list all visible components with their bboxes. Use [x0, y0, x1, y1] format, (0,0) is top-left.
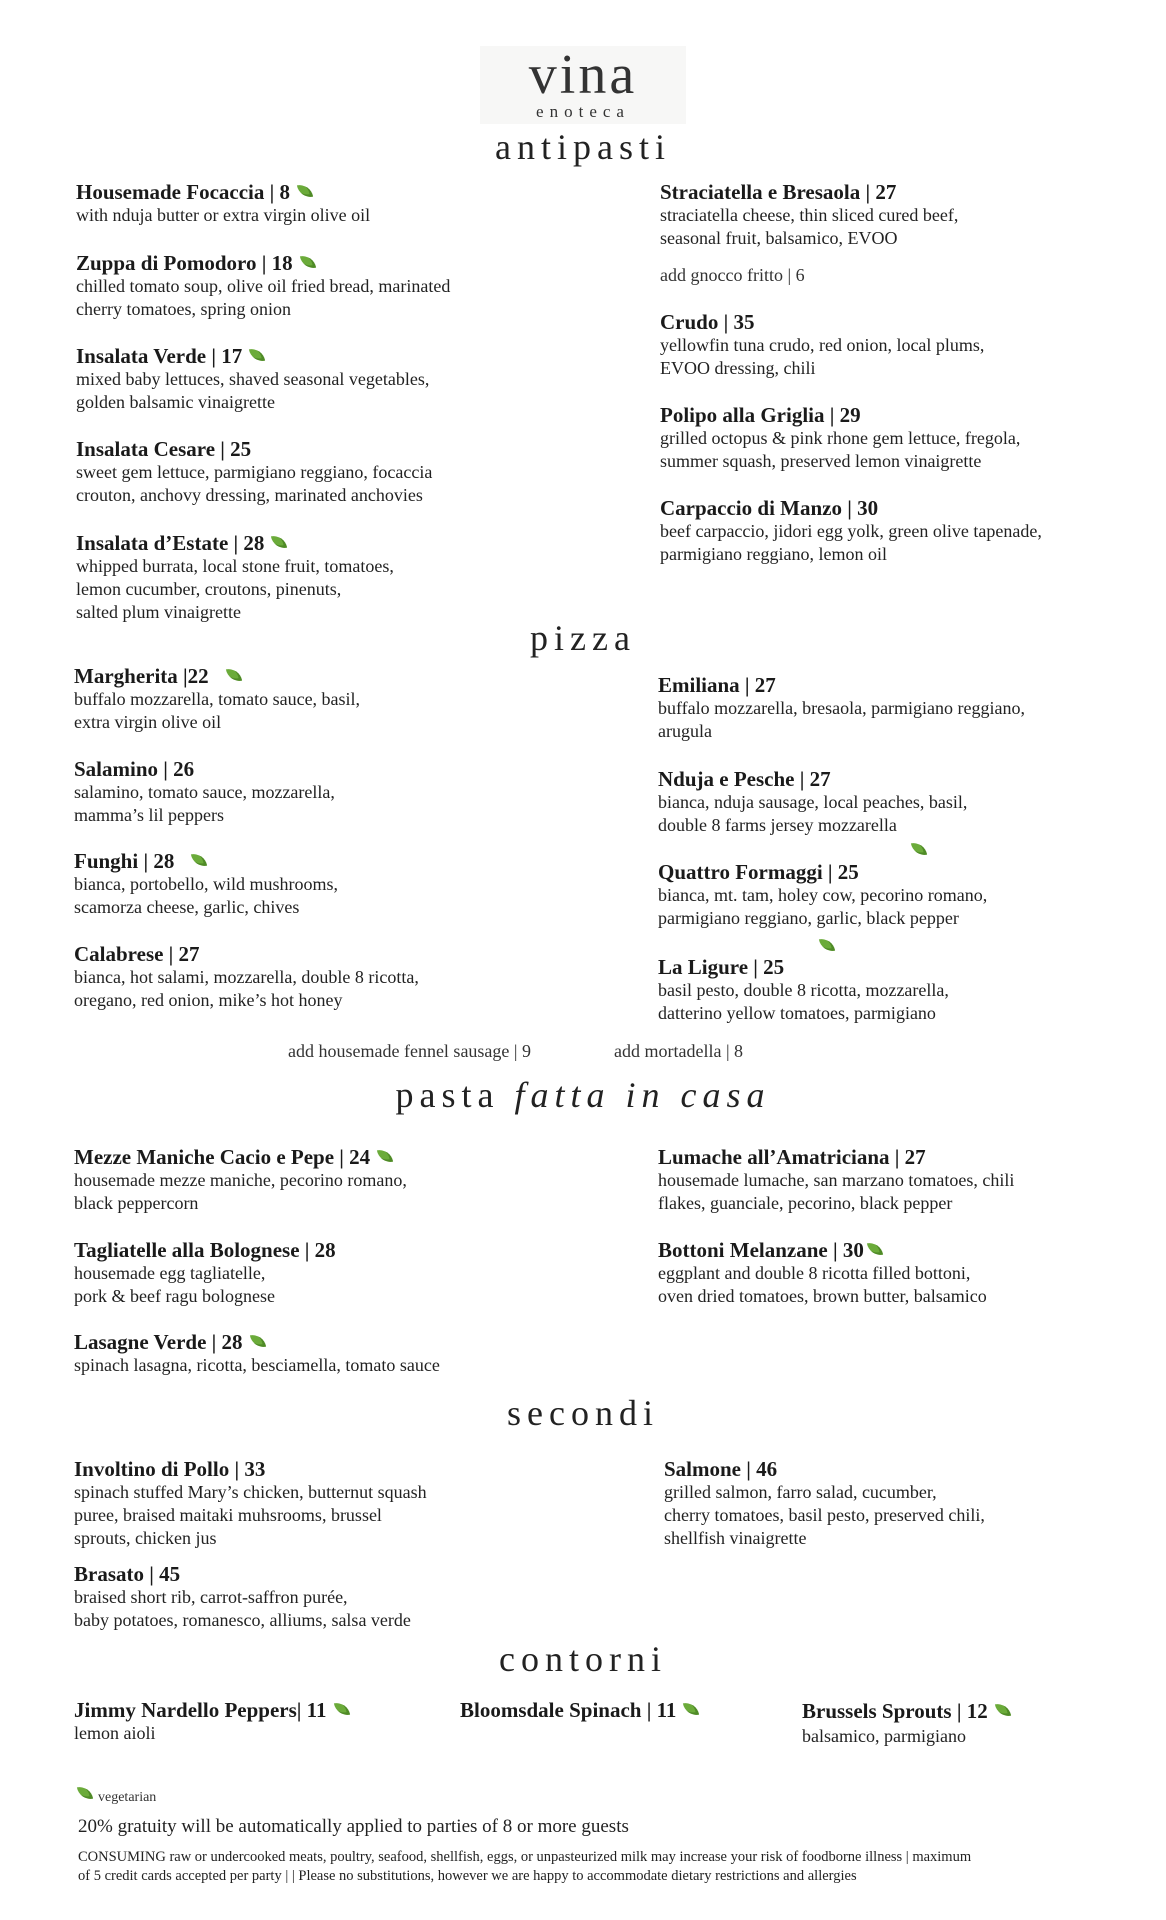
menu-item: [658, 1145, 1014, 1215]
item-name: Involtino di Pollo | 33: [74, 1457, 266, 1481]
item-description: yellowfin tuna crudo, red onion, local plums,: [660, 335, 985, 355]
menu-item: [76, 251, 450, 321]
menu-item: [74, 942, 419, 1012]
item-description: pork & beef ragu bolognese: [74, 1286, 275, 1306]
leaf-icon: [77, 1785, 93, 1801]
section-title-pizza: pizza: [530, 618, 636, 658]
item-name: Salamino | 26: [74, 757, 195, 781]
leaf-icon: [819, 937, 835, 953]
leaf-icon: [377, 1148, 393, 1164]
item-description: baby potatoes, romanesco, alliums, salsa verde: [74, 1610, 411, 1630]
item-description: buffalo mozzarella, bresaola, parmigiano reggiano,: [658, 698, 1026, 718]
menu-item: [74, 757, 335, 827]
item-name: Bloomsdale Spinach | 11: [460, 1698, 677, 1722]
item-name: Crudo | 35: [660, 310, 755, 334]
menu-item: [664, 1457, 985, 1550]
item-description: summer squash, preserved lemon vinaigrette: [660, 451, 982, 471]
disclaimer-line: CONSUMING raw or undercooked meats, poultry, seafood, shellfish, eggs, or unpasteurized milk may increase your risk of foodborne illness | maximum: [78, 1849, 972, 1865]
menu-item: [460, 1698, 698, 1722]
item-name: La Ligure | 25: [658, 955, 785, 979]
item-description: bianca, mt. tam, holey cow, pecorino romano,: [658, 885, 988, 905]
section-title-contorni: contorni: [499, 1639, 667, 1679]
item-description: balsamico, parmigiano: [802, 1726, 966, 1746]
item-description: EVOO dressing, chili: [660, 358, 816, 378]
item-description: lemon cucumber, croutons, pinenuts,: [76, 579, 342, 599]
menu-item: [74, 1457, 427, 1550]
menu-item: [74, 1238, 336, 1308]
addon-note: add gnocco fritto | 6: [660, 265, 805, 285]
item-description: mixed baby lettuces, shaved seasonal vegetables,: [76, 369, 430, 389]
item-description: extra virgin olive oil: [74, 712, 222, 732]
section-title-pasta-italic: fatta in casa: [514, 1075, 771, 1115]
item-name: Calabrese | 27: [74, 942, 200, 966]
item-name: Zuppa di Pomodoro | 18: [76, 251, 293, 275]
item-description: buffalo mozzarella, tomato sauce, basil,: [74, 689, 361, 709]
addon-note: add mortadella | 8: [614, 1041, 744, 1061]
leaf-icon: [297, 183, 313, 199]
item-description: chilled tomato soup, olive oil fried bread, marinated: [76, 276, 451, 296]
menu-item: [74, 1330, 440, 1377]
leaf-icon: [249, 1333, 265, 1349]
item-name: Salmone | 46: [664, 1457, 778, 1481]
item-name: Polipo alla Griglia | 29: [660, 403, 861, 427]
item-description: sweet gem lettuce, parmigiano reggiano, focaccia: [76, 462, 433, 482]
item-description: black peppercorn: [74, 1193, 199, 1213]
item-description: oven dried tomatoes, brown butter, balsamico: [658, 1286, 987, 1306]
menu-item: [660, 496, 1042, 566]
leaf-icon: [271, 534, 287, 550]
menu-item: [76, 531, 394, 624]
menu-item: [658, 1238, 987, 1308]
item-description: grilled salmon, farro salad, cucumber,: [664, 1482, 937, 1502]
item-name: Nduja e Pesche | 27: [658, 767, 831, 791]
item-description: parmigiano reggiano, garlic, black pepper: [658, 908, 959, 928]
item-name: Margherita |22: [74, 664, 209, 688]
item-name: Housemade Focaccia | 8: [76, 180, 290, 204]
item-description: bianca, portobello, wild mushrooms,: [74, 874, 338, 894]
item-description: bianca, hot salami, mozzarella, double 8 ricotta,: [74, 967, 419, 987]
menu-item: [74, 664, 360, 734]
section-title-pasta-prefix: pasta: [395, 1075, 500, 1115]
section-title-antipasti: antipasti: [495, 127, 671, 167]
item-description: housemade egg tagliatelle,: [74, 1263, 266, 1283]
item-name: Lasagne Verde | 28: [74, 1330, 243, 1354]
item-description: housemade mezze maniche, pecorino romano,: [74, 1170, 407, 1190]
item-name: Insalata Verde | 17: [76, 344, 243, 368]
item-description: crouton, anchovy dressing, marinated anchovies: [76, 485, 423, 505]
item-description: arugula: [658, 721, 712, 741]
leaf-icon: [333, 1701, 349, 1717]
item-description: golden balsamic vinaigrette: [76, 392, 275, 412]
leaf-icon: [249, 347, 265, 363]
item-name: Emiliana | 27: [658, 673, 776, 697]
menu-item: [74, 1698, 349, 1745]
leaf-icon: [683, 1701, 699, 1717]
item-name: Brussels Sprouts | 12: [802, 1699, 988, 1723]
disclaimer-line: of 5 credit cards accepted per party | | Please no substitutions, however we are happy to accommodate dietary restrictions and allergies: [78, 1868, 857, 1884]
menu-item: [660, 180, 958, 250]
item-description: cherry tomatoes, spring onion: [76, 299, 291, 319]
item-description: oregano, red onion, mike’s hot honey: [74, 990, 343, 1010]
item-description: basil pesto, double 8 ricotta, mozzarella,: [658, 980, 949, 1000]
item-name: Lumache all’Amatriciana | 27: [658, 1145, 926, 1169]
item-description: puree, braised maitaki muhsrooms, brussel: [74, 1505, 382, 1525]
logo-subtitle: enoteca: [536, 102, 630, 121]
item-description: spinach stuffed Mary’s chicken, butternut squash: [74, 1482, 427, 1502]
item-description: grilled octopus & pink rhone gem lettuce, fregola,: [660, 428, 1021, 448]
menu-item: [802, 1699, 1010, 1748]
item-description: beef carpaccio, jidori egg yolk, green olive tapenade,: [660, 521, 1042, 541]
item-description: housemade lumache, san marzano tomatoes, chili: [658, 1170, 1015, 1190]
item-name: Quattro Formaggi | 25: [658, 860, 859, 884]
item-name: Funghi | 28: [74, 849, 175, 873]
menu-item: [76, 437, 432, 507]
item-description: straciatella cheese, thin sliced cured beef,: [660, 205, 959, 225]
addon-note: add housemade fennel sausage | 9: [288, 1041, 532, 1061]
item-name: Bottoni Melanzane | 30: [658, 1238, 864, 1262]
item-description: scamorza cheese, garlic, chives: [74, 897, 300, 917]
item-description: spinach lasagna, ricotta, besciamella, tomato sauce: [74, 1355, 440, 1375]
item-description: bianca, nduja sausage, local peaches, basil,: [658, 792, 968, 812]
menu-item: [658, 673, 1025, 743]
item-description: sprouts, chicken jus: [74, 1528, 217, 1548]
item-name: Mezze Maniche Cacio e Pepe | 24: [74, 1145, 371, 1169]
item-description: flakes, guanciale, pecorino, black pepper: [658, 1193, 953, 1213]
menu-item: [660, 403, 1020, 473]
legend-label: vegetarian: [98, 1790, 157, 1805]
item-description: salted plum vinaigrette: [76, 602, 241, 622]
section-title-pasta: [0, 1074, 1166, 1116]
item-description: mamma’s lil peppers: [74, 805, 224, 825]
leaf-icon: [226, 667, 242, 683]
item-description: salamino, tomato sauce, mozzarella,: [74, 782, 335, 802]
item-name: Tagliatelle alla Bolognese | 28: [74, 1238, 336, 1262]
item-name: Jimmy Nardello Peppers| 11: [74, 1698, 327, 1722]
item-description: lemon aioli: [74, 1723, 156, 1743]
item-name: Insalata d’Estate | 28: [76, 531, 265, 555]
menu-item: [660, 310, 984, 380]
leaf-icon: [911, 841, 927, 857]
item-description: seasonal fruit, balsamico, EVOO: [660, 228, 898, 248]
item-name: Insalata Cesare | 25: [76, 437, 252, 461]
item-name: Carpaccio di Manzo | 30: [660, 496, 879, 520]
item-description: eggplant and double 8 ricotta filled bottoni,: [658, 1263, 971, 1283]
item-description: shellfish vinaigrette: [664, 1528, 807, 1548]
leaf-icon: [867, 1241, 883, 1257]
logo-name: vina: [528, 44, 638, 106]
leaf-icon: [300, 254, 316, 270]
disclaimer: [78, 1848, 1108, 1886]
item-description: datterino yellow tomatoes, parmigiano: [658, 1003, 936, 1023]
menu-item: [658, 955, 949, 1025]
item-description: parmigiano reggiano, lemon oil: [660, 544, 887, 564]
item-description: cherry tomatoes, basil pesto, preserved chili,: [664, 1505, 985, 1525]
leaf-icon: [191, 852, 207, 868]
menu-item: [74, 849, 338, 919]
restaurant-logo: [480, 46, 686, 124]
item-name: Straciatella e Bresaola | 27: [660, 180, 897, 204]
menu-item: [76, 344, 429, 414]
item-description: with nduja butter or extra virgin olive oil: [76, 205, 371, 225]
item-name: Brasato | 45: [74, 1562, 181, 1586]
menu-item: [658, 860, 987, 930]
menu-item: [74, 1562, 411, 1632]
leaf-icon: [995, 1702, 1011, 1718]
menu-item: [74, 1145, 407, 1215]
menu-item: [76, 180, 370, 227]
gratuity-note: 20% gratuity will be automatically applied to parties of 8 or more guests: [78, 1816, 629, 1837]
section-title-secondi: secondi: [507, 1393, 659, 1433]
menu-item: [658, 767, 967, 837]
item-description: whipped burrata, local stone fruit, tomatoes,: [76, 556, 394, 576]
item-description: double 8 farms jersey mozzarella: [658, 815, 897, 835]
item-description: braised short rib, carrot-saffron purée,: [74, 1587, 348, 1607]
vegetarian-legend: [78, 1786, 156, 1806]
